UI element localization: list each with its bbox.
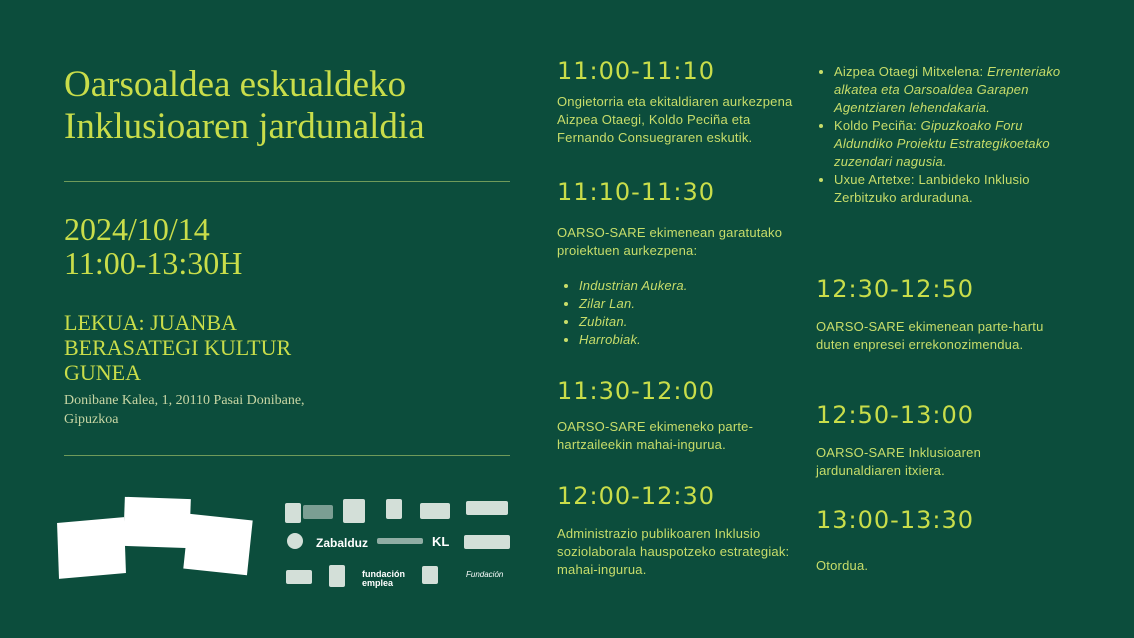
sponsor-logo [303,505,333,519]
sponsor-logo [287,533,303,549]
schedule-time: 12:00-12:30 [557,482,715,510]
project-item: • Zilar Lan. [579,295,809,313]
schedule-description [557,224,809,349]
schedule-time: 11:00-11:10 [557,57,715,85]
speaker-name: Aizpea Otaegi Mitxelena: [834,64,984,79]
project-item: • Industrian Aukera. [579,277,809,295]
schedule-description: OARSO-SARE ekimenean parte-hartu duten enpresei errekonozimendua. [816,319,1044,352]
decorative-shape [57,517,126,579]
schedule-description: Otordua. [816,558,869,573]
schedule-description: OARSO-SARE Inklusioaren jardunaldiaren itxiera. [816,445,981,478]
speaker-role: Gipuzkoako Foru Aldundiko Proiektu Estrategikoetako zuzendari nagusia. [834,118,1050,169]
schedule-time: 13:00-13:30 [816,506,974,534]
sponsor-logo [466,501,508,515]
schedule-description: OARSO-SARE ekimeneko parte-hartzaileekin mahai-ingurua. [557,419,754,452]
sponsor-logo-kl: KL [432,534,450,549]
sponsor-logo [464,535,510,549]
schedule-time: 12:30-12:50 [816,275,974,303]
sponsor-logo [343,499,365,523]
sponsor-logo [422,566,438,584]
sponsor-logo [286,570,312,584]
event-title: Oarsoaldea eskualdeko Inklusioaren jardunaldia [64,64,425,147]
speaker-list [816,63,1066,207]
schedule-time: 11:30-12:00 [557,377,715,405]
speaker-item [834,117,1066,171]
schedule-description-text: OARSO-SARE ekimenean garatutako proiektuen aurkezpena: [557,225,783,258]
schedule-description: Administrazio publikoaren Inklusio soziolaborala hauspotzeko estrategiak: mahai-ingurua. [557,526,790,577]
project-list [557,277,809,349]
schedule-description: Ongietorria eta ekitaldiaren aurkezpena Aizpea Otaegi, Koldo Peciña eta Fernando Consuegraren eskutik. [557,94,793,145]
speaker-name: Uxue Artetxe: Lanbideko Inklusio Zerbitzuko arduraduna. [834,172,1030,205]
sponsor-logo [377,538,423,544]
schedule-time: 11:10-11:30 [557,178,715,206]
event-time-range: 11:00-13:30H [64,245,243,281]
decorative-shape [123,497,191,548]
speaker-role: Errenteriako alkatea eta Oarsoaldea Garapen Agentziaren lehendakaria. [834,64,1061,115]
sponsor-logo [386,499,402,519]
sponsor-logo [420,503,450,519]
speaker-name: Koldo Peciña: [834,118,917,133]
decorative-shape [183,514,252,575]
event-address: Donibane Kalea, 1, 20110 Pasai Donibane, Gipuzkoa [64,393,305,427]
sponsor-logo-emplea: fundación emplea [362,569,405,588]
sponsor-logo [329,565,345,587]
speaker-item [834,63,1066,117]
sponsor-logo-zabalduz: Zabalduz [316,536,369,550]
event-date: 2024/10/14 [64,211,210,247]
project-item: • Zubitan. [579,313,809,331]
divider [64,455,510,456]
divider [64,181,510,182]
schedule-time: 12:50-13:00 [816,401,974,429]
speaker-item [834,171,1066,207]
sponsor-logo-fundacion: Fundación [466,570,504,579]
sponsor-logo [285,503,301,523]
project-item: • Harrobiak. [579,331,809,349]
event-venue: LEKUA: JUANBA BERASATEGI KULTUR GUNEA [64,310,292,385]
